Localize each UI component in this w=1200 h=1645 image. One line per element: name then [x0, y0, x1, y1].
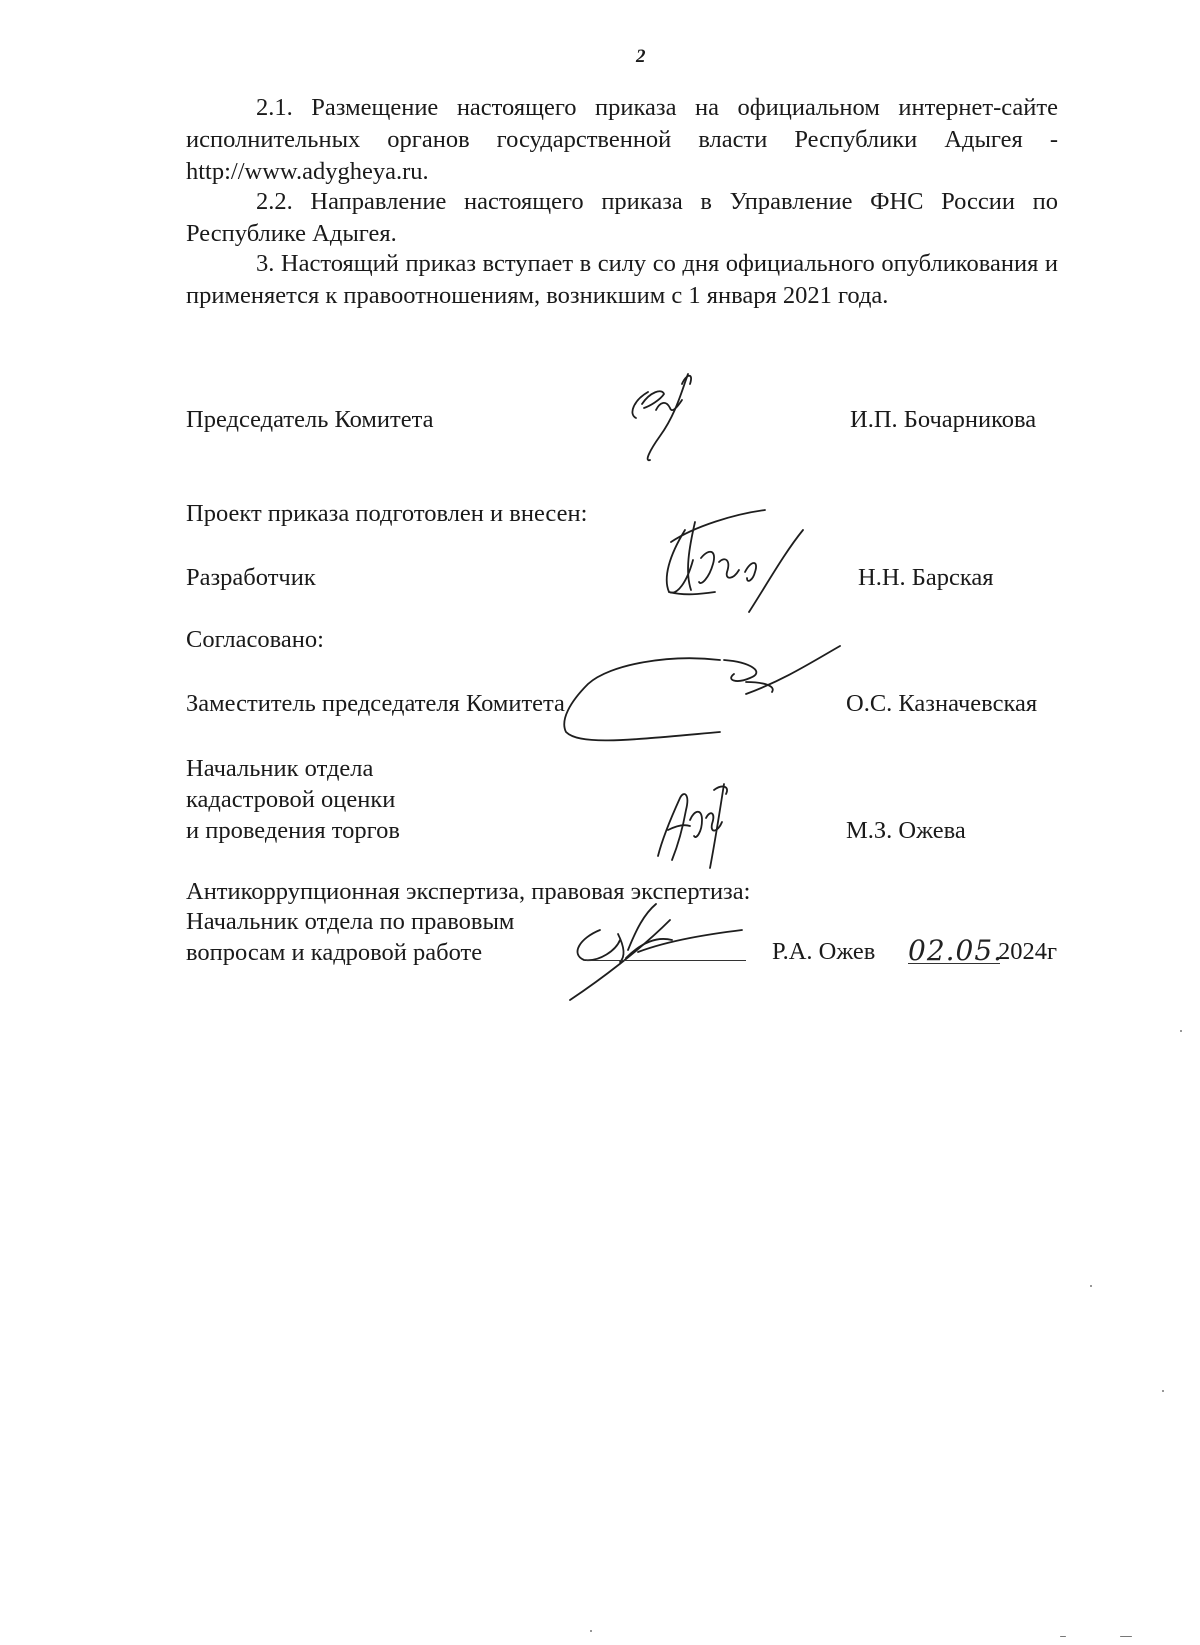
prepared-heading: Проект приказа подготовлен и внесен:: [186, 500, 588, 527]
scan-speck: [590, 1630, 592, 1632]
scan-speck: [1090, 1285, 1092, 1287]
cadastre-head-position-line: кадастровой оценки: [186, 786, 396, 813]
legal-head-name: Р.А. Ожев: [772, 938, 876, 965]
legal-head-signature-line: [586, 960, 746, 961]
cadastre-head-position-line: Начальник отдела: [186, 755, 374, 782]
scan-speck: [1060, 1636, 1066, 1637]
scan-speck: [1120, 1636, 1132, 1637]
chairman-position: Председатель Комитета: [186, 406, 434, 433]
chairman-signature-icon: [620, 370, 720, 470]
legal-head-position: [186, 906, 514, 968]
scan-speck: [1162, 1390, 1164, 1392]
agreed-heading: Согласовано:: [186, 626, 324, 653]
scan-speck: [1180, 1030, 1182, 1032]
cadastre-head-signature-icon: [650, 780, 750, 880]
cadastre-head-position-line: и проведения торгов: [186, 817, 400, 844]
deputy-name: О.С. Казначевская: [846, 690, 1038, 717]
cadastre-head-name: М.З. Ожева: [846, 817, 966, 844]
deputy-signature-icon: [550, 640, 850, 760]
cadastre-head-position: [186, 753, 400, 846]
date-underline: [908, 963, 1000, 964]
legal-head-date-year: 2024г: [998, 938, 1058, 965]
chairman-name: И.П. Бочарникова: [850, 406, 1037, 433]
expertise-heading: Антикоррупционная экспертиза, правовая экспертиза:: [186, 878, 751, 905]
legal-head-position-line: Начальник отдела по правовым: [186, 908, 515, 935]
paragraph-3: 3. Настоящий приказ вступает в силу со дня официального опубликования и применяется к правоотношениям, возникшим с 1 января 2021 года.: [186, 250, 1058, 309]
legal-head-signature-icon: [560, 900, 760, 1010]
page-number: 2: [636, 46, 646, 67]
paragraph-2-1: 2.1. Размещение настоящего приказа на официальном интернет-сайте исполнительных органов государственной власти Республики Адыгея - http://www.adygheya.ru.: [186, 94, 1058, 185]
developer-signature-icon: [655, 500, 815, 620]
legal-head-position-line: вопросам и кадровой работе: [186, 939, 483, 966]
paragraph-2-2: 2.2. Направление настоящего приказа в Управление ФНС России по Республике Адыгея.: [186, 188, 1058, 247]
developer-name: Н.Н. Барская: [858, 564, 994, 591]
legal-head-date-handwritten: 02.05.: [908, 934, 1004, 967]
developer-position: Разработчик: [186, 564, 316, 591]
deputy-position: Заместитель председателя Комитета: [186, 690, 565, 717]
